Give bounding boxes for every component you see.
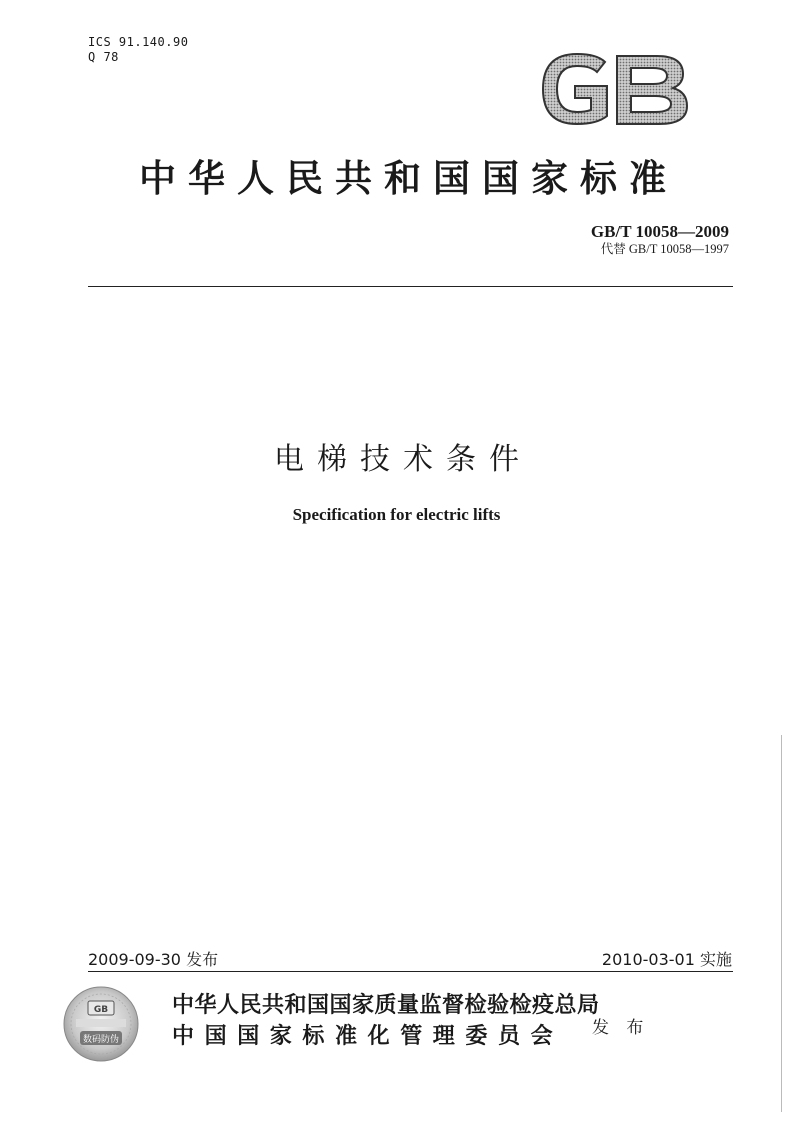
ccs-code: Q 78 bbox=[88, 50, 119, 64]
issuing-authorities bbox=[172, 990, 600, 1052]
issue-label: 发 布 bbox=[592, 1018, 650, 1038]
issuer-aqsiq: 中华人民共和国国家质量监督检验检疫总局 bbox=[172, 993, 600, 1018]
seal-graphic bbox=[62, 985, 140, 1063]
scan-margin-line bbox=[781, 735, 782, 1112]
classification-codes bbox=[88, 35, 188, 65]
national-standard-title: 中华人民共和国国家标准 bbox=[139, 157, 678, 200]
gb-logo-graphic bbox=[535, 52, 691, 126]
gb-logo-icon bbox=[535, 52, 691, 126]
ics-code: ICS 91.140.90 bbox=[88, 35, 189, 49]
document-title-chinese: 电梯技术条件 bbox=[274, 442, 532, 477]
standard-number: GB/T 10058—2009 bbox=[590, 222, 729, 241]
replaces-standard: 代替 GB/T 10058—1997 bbox=[600, 242, 729, 256]
issuer-sac: 中国国家标准化管理委员会 bbox=[172, 1024, 564, 1049]
document-title-english: Specification for electric lifts bbox=[292, 505, 501, 524]
implementation-date: 2010-03-01 实施 bbox=[601, 950, 732, 969]
standard-number-block bbox=[591, 222, 729, 257]
bottom-divider bbox=[88, 971, 733, 972]
svg-text:GB: GB bbox=[93, 1005, 109, 1015]
top-divider bbox=[88, 286, 733, 287]
anti-counterfeit-seal-icon bbox=[62, 985, 140, 1063]
publish-date: 2009-09-30 发布 bbox=[88, 950, 219, 969]
seal-label: 数码防伪 bbox=[82, 1035, 120, 1045]
